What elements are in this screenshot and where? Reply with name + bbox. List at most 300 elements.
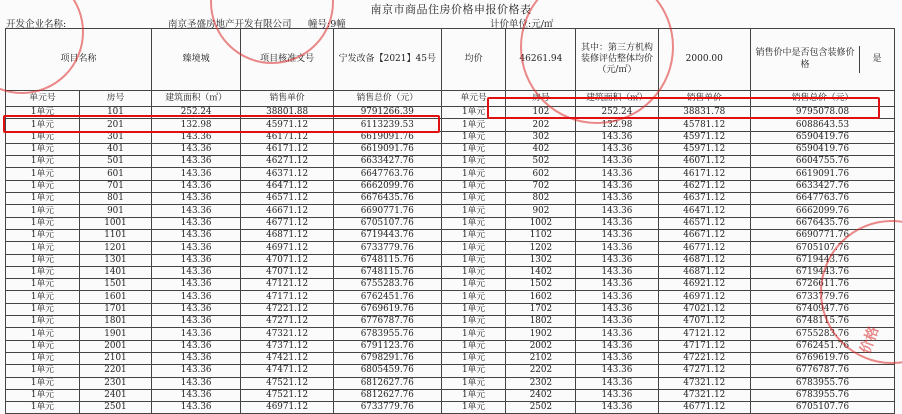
table-cell: 1单元 bbox=[441, 229, 506, 241]
table-cell: 47271.12 bbox=[658, 365, 750, 377]
table-cell: 47471.12 bbox=[241, 365, 333, 377]
table-cell: 502 bbox=[506, 156, 576, 168]
table-cell: 6619091.76 bbox=[333, 143, 441, 155]
table-cell: 1单元 bbox=[6, 168, 80, 180]
table-cell: 47221.12 bbox=[241, 303, 333, 315]
table-cell: 2301 bbox=[79, 377, 151, 389]
table-cell: 6762451.76 bbox=[751, 340, 895, 352]
table-cell: 6719443.76 bbox=[751, 254, 895, 266]
col-area: 建筑面积（㎡） bbox=[151, 91, 240, 107]
table-cell: 1单元 bbox=[441, 131, 506, 143]
table-row bbox=[6, 279, 895, 291]
col-room: 房号 bbox=[79, 91, 151, 107]
table-cell: 1单元 bbox=[6, 107, 80, 119]
table-cell: 402 bbox=[506, 143, 576, 155]
table-cell: 1302 bbox=[506, 254, 576, 266]
table-cell: 47521.12 bbox=[241, 389, 333, 401]
table-cell: 2002 bbox=[506, 340, 576, 352]
table-cell: 1单元 bbox=[441, 377, 506, 389]
table-cell: 1702 bbox=[506, 303, 576, 315]
table-cell: 45971.12 bbox=[241, 119, 333, 131]
table-cell: 1单元 bbox=[6, 365, 80, 377]
table-cell: 143.36 bbox=[151, 217, 240, 229]
table-cell: 2201 bbox=[79, 365, 151, 377]
table-cell: 602 bbox=[506, 168, 576, 180]
table-row bbox=[6, 254, 895, 266]
table-cell: 46771.12 bbox=[658, 402, 750, 414]
table-cell: 6604755.76 bbox=[751, 156, 895, 168]
equipment-value: 2000.00 bbox=[658, 29, 750, 91]
project-name-value: 臻境城 bbox=[151, 29, 240, 91]
table-cell: 6762451.76 bbox=[333, 291, 441, 303]
table-row bbox=[6, 205, 895, 217]
table-cell: 45781.12 bbox=[658, 119, 750, 131]
table-body bbox=[6, 107, 895, 414]
table-cell: 47121.12 bbox=[241, 279, 333, 291]
table-cell: 1单元 bbox=[6, 352, 80, 364]
table-cell: 143.36 bbox=[576, 340, 658, 352]
table-cell: 6690771.76 bbox=[333, 205, 441, 217]
table-cell: 6705107.76 bbox=[751, 242, 895, 254]
col-area-2: 建筑面积（㎡） bbox=[576, 91, 658, 107]
table-row bbox=[6, 377, 895, 389]
table-cell: 1单元 bbox=[441, 291, 506, 303]
table-cell: 1单元 bbox=[6, 328, 80, 340]
table-cell: 46371.12 bbox=[241, 168, 333, 180]
table-cell: 9795078.08 bbox=[751, 107, 895, 119]
table-cell: 46921.12 bbox=[658, 279, 750, 291]
table-cell: 1单元 bbox=[6, 402, 80, 414]
table-cell: 143.36 bbox=[576, 389, 658, 401]
table-cell: 2202 bbox=[506, 365, 576, 377]
table-cell: 6748115.76 bbox=[333, 266, 441, 278]
table-cell: 102 bbox=[506, 107, 576, 119]
table-cell: 46671.12 bbox=[241, 205, 333, 217]
table-cell: 1单元 bbox=[441, 266, 506, 278]
table-cell: 46571.12 bbox=[658, 217, 750, 229]
table-cell: 6662099.76 bbox=[751, 205, 895, 217]
table-cell: 202 bbox=[506, 119, 576, 131]
table-cell: 1802 bbox=[506, 316, 576, 328]
table-cell: 143.36 bbox=[151, 205, 240, 217]
table-cell: 143.36 bbox=[576, 180, 658, 192]
table-cell: 1101 bbox=[79, 229, 151, 241]
price-table bbox=[5, 28, 895, 414]
table-cell: 1单元 bbox=[441, 242, 506, 254]
table-cell: 143.36 bbox=[151, 402, 240, 414]
table-cell: 1单元 bbox=[441, 389, 506, 401]
table-cell: 1701 bbox=[79, 303, 151, 315]
table-cell: 143.36 bbox=[151, 193, 240, 205]
table-row bbox=[6, 193, 895, 205]
table-cell: 6676435.76 bbox=[751, 217, 895, 229]
table-cell: 143.36 bbox=[576, 156, 658, 168]
table-cell: 6783955.76 bbox=[333, 328, 441, 340]
includes-label: 销售价中是否包含装修价格 bbox=[751, 46, 860, 73]
table-cell: 6812627.76 bbox=[333, 389, 441, 401]
table-cell: 252.24 bbox=[576, 107, 658, 119]
table-cell: 6733779.76 bbox=[333, 402, 441, 414]
table-cell: 2302 bbox=[506, 377, 576, 389]
table-cell: 6748115.76 bbox=[751, 316, 895, 328]
table-cell: 47521.12 bbox=[241, 377, 333, 389]
table-cell: 1单元 bbox=[441, 365, 506, 377]
table-cell: 143.36 bbox=[151, 242, 240, 254]
table-cell: 1402 bbox=[506, 266, 576, 278]
table-cell: 1单元 bbox=[6, 217, 80, 229]
table-cell: 47321.12 bbox=[658, 377, 750, 389]
table-cell: 143.36 bbox=[576, 254, 658, 266]
table-cell: 46671.12 bbox=[658, 229, 750, 241]
table-cell: 201 bbox=[79, 119, 151, 131]
table-cell: 1单元 bbox=[441, 340, 506, 352]
table-cell: 6726611.76 bbox=[751, 279, 895, 291]
table-cell: 6769619.76 bbox=[751, 352, 895, 364]
table-cell: 47421.12 bbox=[241, 352, 333, 364]
table-cell: 252.24 bbox=[151, 107, 240, 119]
table-cell: 1901 bbox=[79, 328, 151, 340]
table-cell: 143.36 bbox=[576, 193, 658, 205]
table-cell: 143.36 bbox=[151, 328, 240, 340]
table-cell: 143.36 bbox=[576, 229, 658, 241]
table-cell: 143.36 bbox=[151, 131, 240, 143]
table-cell: 38801.88 bbox=[241, 107, 333, 119]
table-row bbox=[6, 352, 895, 364]
table-cell: 1501 bbox=[79, 279, 151, 291]
table-row bbox=[6, 242, 895, 254]
table-cell: 1单元 bbox=[6, 291, 80, 303]
table-cell: 6812627.76 bbox=[333, 377, 441, 389]
table-cell: 1单元 bbox=[441, 316, 506, 328]
table-cell: 6798291.76 bbox=[333, 352, 441, 364]
table-cell: 1单元 bbox=[441, 205, 506, 217]
developer-label: 开发企业名称: bbox=[6, 19, 67, 30]
table-cell: 6740947.76 bbox=[751, 303, 895, 315]
table-cell: 47371.12 bbox=[241, 340, 333, 352]
table-cell: 2401 bbox=[79, 389, 151, 401]
table-cell: 6769619.76 bbox=[333, 303, 441, 315]
table-cell: 6705107.76 bbox=[333, 217, 441, 229]
table-cell: 143.36 bbox=[576, 352, 658, 364]
table-row bbox=[6, 119, 895, 131]
table-row bbox=[6, 365, 895, 377]
table-cell: 2001 bbox=[79, 340, 151, 352]
seal-mark-right: 价格 bbox=[857, 324, 883, 357]
table-cell: 6733779.76 bbox=[333, 242, 441, 254]
table-cell: 46771.12 bbox=[241, 217, 333, 229]
table-cell: 6783955.76 bbox=[751, 377, 895, 389]
table-row bbox=[6, 402, 895, 414]
table-cell: 1102 bbox=[506, 229, 576, 241]
table-cell: 1001 bbox=[79, 217, 151, 229]
table-cell: 47321.12 bbox=[241, 328, 333, 340]
table-cell: 143.36 bbox=[151, 316, 240, 328]
table-cell: 46471.12 bbox=[241, 180, 333, 192]
table-row bbox=[6, 156, 895, 168]
table-cell: 1单元 bbox=[6, 180, 80, 192]
col-unit-2: 单元号 bbox=[441, 91, 506, 107]
col-unit-price-2: 销售单价 bbox=[658, 91, 750, 107]
table-cell: 1单元 bbox=[441, 328, 506, 340]
table-cell: 2501 bbox=[79, 402, 151, 414]
table-cell: 143.36 bbox=[151, 352, 240, 364]
table-cell: 143.36 bbox=[576, 242, 658, 254]
table-cell: 46171.12 bbox=[241, 143, 333, 155]
building-number: 幢号:9幢 bbox=[308, 19, 346, 30]
table-cell: 1202 bbox=[506, 242, 576, 254]
table-cell: 1单元 bbox=[6, 303, 80, 315]
col-total-price: 销售总价（元） bbox=[333, 91, 441, 107]
table-cell: 6647763.76 bbox=[333, 168, 441, 180]
table-cell: 143.36 bbox=[576, 402, 658, 414]
table-cell: 38831.78 bbox=[658, 107, 750, 119]
table-cell: 6088643.53 bbox=[751, 119, 895, 131]
table-cell: 1301 bbox=[79, 254, 151, 266]
table-cell: 6791123.76 bbox=[333, 340, 441, 352]
approval-value: 宁发改备【2021】45号 bbox=[333, 29, 441, 91]
table-cell: 1单元 bbox=[441, 254, 506, 266]
table-cell: 47221.12 bbox=[658, 352, 750, 364]
table-cell: 6748115.76 bbox=[333, 254, 441, 266]
table-row bbox=[6, 143, 895, 155]
table-cell: 1单元 bbox=[441, 352, 506, 364]
table-cell: 132.98 bbox=[576, 119, 658, 131]
table-cell: 6647763.76 bbox=[751, 193, 895, 205]
table-cell: 1单元 bbox=[6, 205, 80, 217]
table-cell: 46871.12 bbox=[658, 254, 750, 266]
column-header-row bbox=[6, 91, 895, 107]
table-cell: 46971.12 bbox=[658, 291, 750, 303]
table-cell: 47121.12 bbox=[658, 328, 750, 340]
table-cell: 46271.12 bbox=[658, 180, 750, 192]
table-cell: 1单元 bbox=[441, 303, 506, 315]
table-cell: 1单元 bbox=[6, 340, 80, 352]
table-cell: 302 bbox=[506, 131, 576, 143]
table-cell: 702 bbox=[506, 180, 576, 192]
table-cell: 1单元 bbox=[6, 316, 80, 328]
table-cell: 46171.12 bbox=[658, 168, 750, 180]
table-row bbox=[6, 107, 895, 119]
table-cell: 45971.12 bbox=[658, 143, 750, 155]
table-cell: 6776787.76 bbox=[751, 365, 895, 377]
table-cell: 6590419.76 bbox=[751, 131, 895, 143]
table-cell: 6619091.76 bbox=[333, 131, 441, 143]
table-cell: 47171.12 bbox=[241, 291, 333, 303]
table-cell: 701 bbox=[79, 180, 151, 192]
table-cell: 143.36 bbox=[151, 168, 240, 180]
table-cell: 1单元 bbox=[441, 119, 506, 131]
table-cell: 143.36 bbox=[576, 365, 658, 377]
table-cell: 1单元 bbox=[441, 156, 506, 168]
table-cell: 143.36 bbox=[576, 168, 658, 180]
table-cell: 1002 bbox=[506, 217, 576, 229]
table-cell: 143.36 bbox=[151, 143, 240, 155]
table-cell: 46971.12 bbox=[241, 242, 333, 254]
col-unit-price: 销售单价 bbox=[241, 91, 333, 107]
table-cell: 1单元 bbox=[441, 217, 506, 229]
price-unit: 计价单位:元/㎡ bbox=[490, 19, 554, 30]
table-cell: 46071.12 bbox=[658, 156, 750, 168]
table-row bbox=[6, 217, 895, 229]
table-cell: 9791266.39 bbox=[333, 107, 441, 119]
table-cell: 47071.12 bbox=[241, 266, 333, 278]
table-cell: 1单元 bbox=[441, 193, 506, 205]
document-title: 南京市商品住房价格申报价格表 bbox=[370, 3, 532, 16]
col-total-price-2: 销售总价（元） bbox=[751, 91, 895, 107]
table-row bbox=[6, 389, 895, 401]
table-cell: 501 bbox=[79, 156, 151, 168]
table-cell: 143.36 bbox=[576, 143, 658, 155]
table-cell: 6776787.76 bbox=[333, 316, 441, 328]
table-cell: 46771.12 bbox=[658, 242, 750, 254]
table-cell: 1单元 bbox=[441, 168, 506, 180]
table-cell: 1602 bbox=[506, 291, 576, 303]
table-cell: 1单元 bbox=[6, 143, 80, 155]
table-cell: 6113239.53 bbox=[333, 119, 441, 131]
table-row bbox=[6, 168, 895, 180]
table-cell: 143.36 bbox=[576, 303, 658, 315]
table-cell: 47071.12 bbox=[658, 316, 750, 328]
table-cell: 143.36 bbox=[576, 316, 658, 328]
table-cell: 6719443.76 bbox=[333, 229, 441, 241]
table-cell: 1902 bbox=[506, 328, 576, 340]
table-cell: 143.36 bbox=[151, 254, 240, 266]
table-cell: 46371.12 bbox=[658, 193, 750, 205]
table-row bbox=[6, 316, 895, 328]
col-room-2: 房号 bbox=[506, 91, 576, 107]
table-cell: 132.98 bbox=[151, 119, 240, 131]
table-cell: 6662099.76 bbox=[333, 180, 441, 192]
table-cell: 2502 bbox=[506, 402, 576, 414]
table-row bbox=[6, 303, 895, 315]
table-cell: 143.36 bbox=[151, 180, 240, 192]
table-cell: 1单元 bbox=[441, 279, 506, 291]
developer-name: 南京圣盛房地产开发有限公司 bbox=[168, 19, 292, 30]
table-row bbox=[6, 328, 895, 340]
table-row bbox=[6, 340, 895, 352]
table-cell: 143.36 bbox=[151, 279, 240, 291]
table-cell: 6805459.76 bbox=[333, 365, 441, 377]
table-cell: 1单元 bbox=[6, 229, 80, 241]
table-cell: 143.36 bbox=[151, 377, 240, 389]
table-cell: 1单元 bbox=[6, 131, 80, 143]
table-cell: 801 bbox=[79, 193, 151, 205]
table-row bbox=[6, 131, 895, 143]
table-cell: 1单元 bbox=[441, 180, 506, 192]
table-cell: 1801 bbox=[79, 316, 151, 328]
project-name-label: 项目名称 bbox=[6, 29, 152, 91]
table-cell: 6705107.76 bbox=[751, 402, 895, 414]
table-cell: 1单元 bbox=[441, 402, 506, 414]
table-cell: 46971.12 bbox=[241, 402, 333, 414]
table-cell: 143.36 bbox=[576, 291, 658, 303]
table-cell: 47171.12 bbox=[658, 340, 750, 352]
equipment-label: 其中：第三方机构装修评估整体均价（元/㎡） bbox=[576, 29, 658, 91]
table-cell: 46471.12 bbox=[658, 205, 750, 217]
table-cell: 47071.12 bbox=[241, 254, 333, 266]
table-cell: 143.36 bbox=[151, 291, 240, 303]
table-cell: 143.36 bbox=[576, 279, 658, 291]
table-cell: 901 bbox=[79, 205, 151, 217]
table-cell: 1单元 bbox=[441, 143, 506, 155]
table-cell: 6619091.76 bbox=[751, 168, 895, 180]
table-cell: 143.36 bbox=[576, 328, 658, 340]
table-cell: 6590419.76 bbox=[751, 143, 895, 155]
table-cell: 143.36 bbox=[151, 365, 240, 377]
table-cell: 143.36 bbox=[151, 303, 240, 315]
table-cell: 1单元 bbox=[441, 107, 506, 119]
table-cell: 6719443.76 bbox=[751, 266, 895, 278]
table-cell: 143.36 bbox=[151, 340, 240, 352]
table-cell: 902 bbox=[506, 205, 576, 217]
includes-cell bbox=[751, 29, 895, 91]
table-row bbox=[6, 266, 895, 278]
table-cell: 143.36 bbox=[576, 217, 658, 229]
table-cell: 1401 bbox=[79, 266, 151, 278]
table-cell: 47321.12 bbox=[658, 389, 750, 401]
table-cell: 401 bbox=[79, 143, 151, 155]
table-cell: 1单元 bbox=[6, 377, 80, 389]
table-cell: 802 bbox=[506, 193, 576, 205]
table-cell: 46171.12 bbox=[241, 131, 333, 143]
table-cell: 6676435.76 bbox=[333, 193, 441, 205]
table-cell: 2102 bbox=[506, 352, 576, 364]
table-cell: 46271.12 bbox=[241, 156, 333, 168]
header-row bbox=[6, 29, 895, 91]
approval-label: 项目核准文号 bbox=[241, 29, 333, 91]
table-cell: 1502 bbox=[506, 279, 576, 291]
table-cell: 46571.12 bbox=[241, 193, 333, 205]
table-cell: 6633427.76 bbox=[751, 180, 895, 192]
table-cell: 143.36 bbox=[151, 229, 240, 241]
col-unit: 单元号 bbox=[6, 91, 80, 107]
table-cell: 143.36 bbox=[576, 131, 658, 143]
table-cell: 6633427.76 bbox=[333, 156, 441, 168]
table-cell: 1单元 bbox=[6, 266, 80, 278]
table-cell: 2402 bbox=[506, 389, 576, 401]
table-cell: 1单元 bbox=[6, 119, 80, 131]
table-row bbox=[6, 180, 895, 192]
table-cell: 2101 bbox=[79, 352, 151, 364]
table-cell: 6755283.76 bbox=[751, 328, 895, 340]
table-cell: 143.36 bbox=[576, 377, 658, 389]
table-row bbox=[6, 291, 895, 303]
table-cell: 46871.12 bbox=[241, 229, 333, 241]
table-cell: 6690771.76 bbox=[751, 229, 895, 241]
table-cell: 143.36 bbox=[151, 389, 240, 401]
table-cell: 1单元 bbox=[6, 193, 80, 205]
avg-price-value: 46261.94 bbox=[506, 29, 576, 91]
table-cell: 47271.12 bbox=[241, 316, 333, 328]
table-cell: 1单元 bbox=[6, 279, 80, 291]
table-cell: 1201 bbox=[79, 242, 151, 254]
table-cell: 1单元 bbox=[6, 156, 80, 168]
includes-value: 是 bbox=[872, 53, 882, 64]
table-cell: 143.36 bbox=[151, 156, 240, 168]
table-cell: 143.36 bbox=[576, 266, 658, 278]
table-cell: 46871.12 bbox=[658, 266, 750, 278]
table-cell: 143.36 bbox=[576, 205, 658, 217]
table-cell: 6733779.76 bbox=[751, 291, 895, 303]
table-cell: 301 bbox=[79, 131, 151, 143]
table-cell: 143.36 bbox=[151, 266, 240, 278]
table-cell: 6755283.76 bbox=[333, 279, 441, 291]
table-cell: 1601 bbox=[79, 291, 151, 303]
table-cell: 601 bbox=[79, 168, 151, 180]
avg-price-label: 均价 bbox=[441, 29, 506, 91]
table-row bbox=[6, 229, 895, 241]
table-cell: 101 bbox=[79, 107, 151, 119]
